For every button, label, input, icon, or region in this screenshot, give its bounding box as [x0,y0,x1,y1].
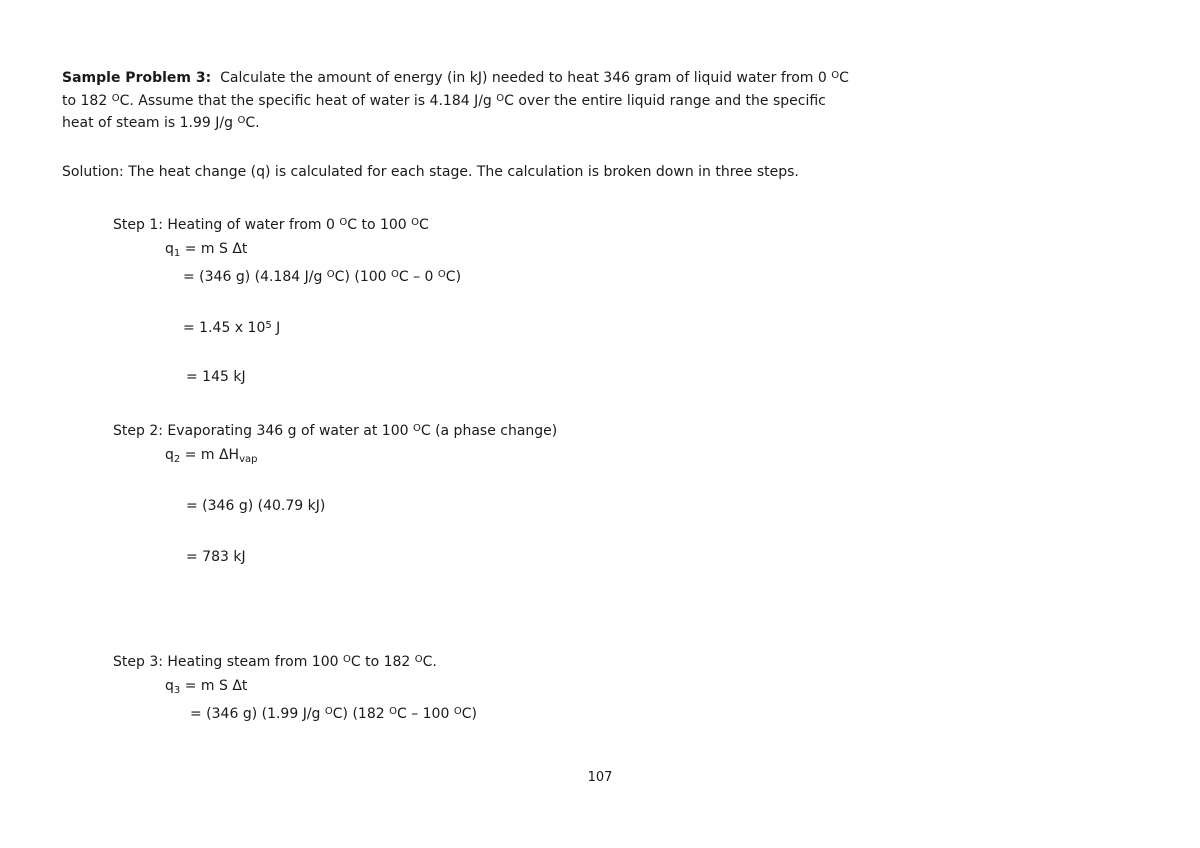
equation-text: = m ΔH [180,447,240,463]
equation-text: = (346 g) (1.99 J/g [190,706,325,722]
degree-symbol: O [237,115,246,126]
degree-symbol: O [453,706,462,717]
degree-symbol: O [391,269,399,280]
degree-symbol: O [831,70,840,81]
step2-title-text: Step 2: Evaporating 346 g of water at 100 [113,423,413,439]
equation-text: J [271,320,281,336]
equation-text: C – 0 [398,269,438,285]
problem-line-1 [62,67,849,87]
problem-text: Calculate the amount of energy (in kJ) needed to heat 346 gram of liquid water from 0 [220,70,832,86]
step1-equation-3 [183,317,280,337]
degree-symbol: O [389,706,397,717]
step2-equation-1 [165,446,258,469]
step3-title [113,651,437,671]
problem-text: C [839,70,849,86]
problem-text: C over the entire liquid range and the specific [504,93,826,109]
equation-text: C) (100 [334,269,391,285]
degree-symbol: O [412,423,421,434]
step1-equation-4: = 145 kJ [186,369,246,385]
degree-symbol: O [111,93,120,104]
page-number: 107 [587,770,613,785]
subscript: 2 [173,454,181,465]
equation-text: C) [445,269,462,285]
step1-title [113,214,429,234]
step1-equation-2 [183,266,461,286]
step3-title-text: C. [422,654,437,670]
equation-text: C – 100 [396,706,454,722]
equation-text: C) (182 [332,706,390,722]
equation-text: C) [461,706,477,722]
degree-symbol: O [324,706,333,717]
problem-text: C. [245,115,260,131]
degree-symbol: O [496,93,505,104]
step1-title-text: C [419,217,429,233]
equation-text: = (346 g) (4.184 J/g [183,269,327,285]
step1-title-text: Step 1: Heating of water from 0 [113,217,340,233]
step2-equation-2: = (346 g) (40.79 kJ) [186,498,326,514]
step1-title-text: C to 100 [347,217,412,233]
solution-text: Solution: The heat change (q) is calculated for each stage. The calculation is broken down in three steps. [62,164,799,180]
q-symbol: q [165,447,174,463]
subscript: 1 [173,248,181,259]
degree-symbol: O [414,654,423,665]
problem-line-3 [62,112,260,132]
degree-symbol: O [326,269,335,280]
equation-text: = m S Δt [180,241,248,257]
degree-symbol: O [411,217,420,228]
subscript: vap [239,454,258,465]
q-symbol: q [165,678,174,694]
step2-title [113,420,557,440]
problem-line-2 [62,90,826,110]
degree-symbol: O [339,217,348,228]
step3-title-text: C to 182 [350,654,415,670]
problem-text: to 182 [62,93,112,109]
step2-equation-3: = 783 kJ [186,549,246,565]
superscript: 5 [265,320,272,331]
q-symbol: q [165,241,174,257]
subscript: 3 [173,685,181,696]
problem-text: heat of steam is 1.99 J/g [62,115,238,131]
step3-equation-1 [165,677,247,700]
problem-text: C. Assume that the specific heat of water is 4.184 J/g [119,93,497,109]
step3-title-text: Step 3: Heating steam from 100 [113,654,343,670]
step3-equation-2 [190,703,477,723]
equation-text: = m S Δt [180,678,248,694]
degree-symbol: O [437,269,446,280]
step2-title-text: C (a phase change) [420,423,558,439]
step1-equation-1 [165,240,247,263]
problem-heading: Sample Problem 3: [62,70,212,86]
degree-symbol: O [342,654,351,665]
equation-text: = 1.45 x 10 [183,320,266,336]
